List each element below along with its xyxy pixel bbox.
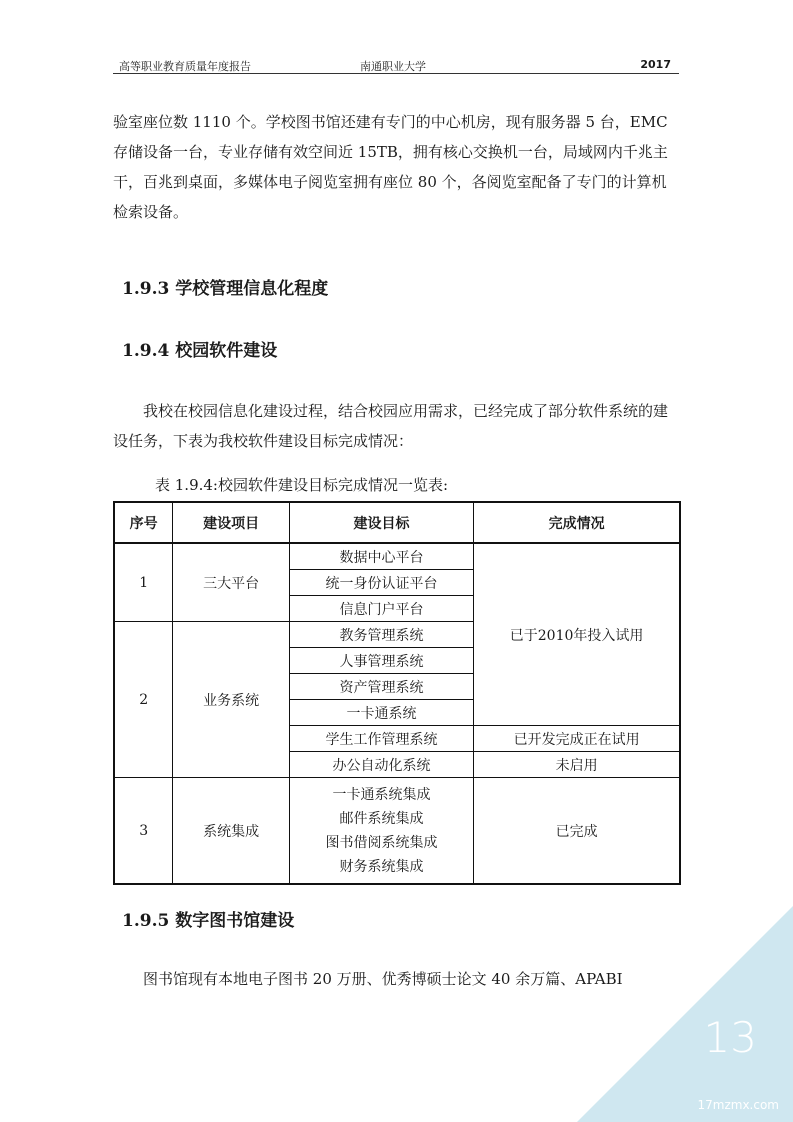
row-no: 1	[114, 543, 173, 622]
corner-decoration	[577, 906, 793, 1122]
row-target: 邮件系统集成	[339, 810, 424, 827]
row-target: 信息门户平台	[289, 596, 473, 622]
row-status: 已于2010年投入试用	[474, 543, 680, 726]
row-no: 2	[114, 622, 173, 778]
row-project: 系统集成	[173, 778, 290, 885]
report-year: 2017	[640, 58, 671, 71]
row-target: 财务系统集成	[339, 858, 424, 875]
table-caption: 表 1.9.4:校园软件建设目标完成情况一览表:	[155, 476, 449, 494]
section-heading-1-9-3: 1.9.3 学校管理信息化程度	[122, 279, 329, 299]
software-table	[113, 501, 681, 885]
row-target-stack	[289, 778, 473, 885]
row-no: 3	[114, 778, 173, 885]
row-target: 学生工作管理系统	[289, 726, 473, 752]
intro-paragraph: 验室座位数 1110 个。学校图书馆还建有专门的中心机房，现有服务器 5 台，EMC 存储设备一台，专业存储有效空间近 15TB，拥有核心交换机一台，局域网内千兆主干，百兆到桌面，多媒体电子阅览室拥有座位 80 个，各阅览室配备了专门的计算机检索设备。	[113, 113, 668, 221]
row-project: 业务系统	[173, 622, 290, 778]
section-heading-1-9-5: 1.9.5 数字图书馆建设	[122, 911, 295, 931]
site-watermark: 17mzmx.com	[697, 1098, 779, 1112]
row-target: 统一身份认证平台	[289, 570, 473, 596]
row-status: 已完成	[474, 778, 680, 885]
row-project: 三大平台	[173, 543, 290, 622]
row-target: 图书借阅系统集成	[325, 834, 438, 851]
software-paragraph: 我校在校园信息化建设过程，结合校园应用需求，已经完成了部分软件系统的建设任务，下表为我校软件建设目标完成情况：	[113, 402, 669, 450]
header-rule	[113, 73, 679, 74]
row-target: 一卡通系统	[289, 700, 473, 726]
row-target: 办公自动化系统	[289, 752, 473, 778]
row-target: 数据中心平台	[289, 543, 473, 570]
report-title: 高等职业教育质量年度报告	[119, 60, 251, 73]
table-header-row	[114, 502, 680, 543]
header-status: 完成情况	[474, 502, 680, 543]
header-no: 序号	[114, 502, 173, 543]
table-row	[114, 543, 680, 570]
row-status: 已开发完成正在试用	[474, 726, 680, 752]
row-target: 教务管理系统	[289, 622, 473, 648]
row-target: 资产管理系统	[289, 674, 473, 700]
section-heading-1-9-4: 1.9.4 校园软件建设	[122, 341, 278, 361]
header-target: 建设目标	[289, 502, 473, 543]
table-row	[114, 778, 680, 885]
row-target: 人事管理系统	[289, 648, 473, 674]
row-status: 未启用	[474, 752, 680, 778]
school-name: 南通职业大学	[360, 60, 426, 73]
header-project: 建设项目	[173, 502, 290, 543]
library-paragraph: 图书馆现有本地电子图书 20 万册、优秀博硕士论文 40 余万篇、APABI	[143, 970, 623, 988]
page-number: 13	[703, 1013, 757, 1062]
row-target: 一卡通系统集成	[332, 786, 431, 803]
